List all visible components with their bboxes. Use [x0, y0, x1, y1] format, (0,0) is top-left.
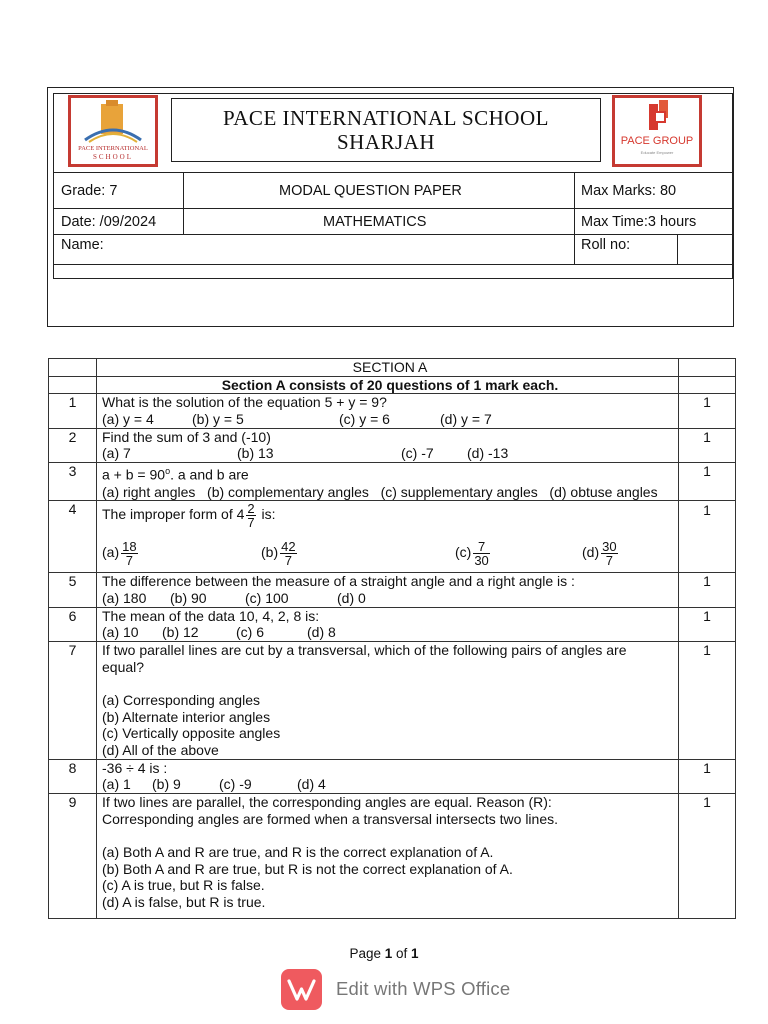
question-mark: 1	[679, 759, 736, 794]
option-c: (c) 6	[236, 624, 264, 641]
option-d: (d) A is false, but R is true.	[102, 893, 266, 910]
date-label: Date: /09/2024	[61, 214, 157, 230]
option-b	[261, 540, 299, 567]
school-city: SHARJAH	[336, 130, 436, 154]
question-mark: 1	[679, 607, 736, 642]
question-mark: 1	[679, 394, 736, 429]
divider	[53, 234, 733, 235]
current-page: 1	[384, 946, 393, 961]
table-row	[49, 607, 736, 642]
question-mark: 1	[679, 428, 736, 463]
paper-title: MODAL QUESTION PAPER	[279, 183, 462, 199]
logo-text-2: SCHOOL	[92, 153, 134, 161]
divider	[53, 172, 733, 173]
option-b: (b) 13	[237, 445, 274, 462]
question-text-part: a + b = 90	[102, 467, 166, 484]
question-text: The mean of the data 10, 4, 2, 8 is:	[102, 607, 320, 624]
divider	[183, 172, 184, 234]
option-c: (c) A is true, but R is false.	[102, 877, 265, 894]
school-name: PACE INTERNATIONAL SCHOOL	[223, 106, 549, 130]
divider	[677, 234, 678, 264]
group-logo-icon	[615, 98, 699, 164]
option-d: (d) 8	[307, 624, 336, 641]
question-cell	[97, 573, 679, 608]
question-number: 2	[49, 428, 97, 463]
table-row	[49, 573, 736, 608]
table-row	[49, 394, 736, 429]
question-cell	[97, 794, 679, 919]
option-d: (d) y = 7	[440, 410, 492, 427]
school-logo	[68, 95, 158, 167]
question-cell	[97, 501, 679, 573]
question-cell	[97, 428, 679, 463]
page-number	[0, 946, 768, 961]
grade-label: Grade: 7	[61, 183, 118, 199]
option-a: (a) Both A and R are true, and R is the correct explanation of A.	[102, 843, 494, 860]
question-text: If two lines are parallel, the corresponding angles are equal. Reason (R):	[102, 794, 552, 811]
question-cell	[97, 394, 679, 429]
option-d: (d) 0	[337, 589, 366, 606]
fraction-numerator: 7	[473, 540, 489, 554]
question-text	[102, 463, 678, 483]
option-d: (d) -13	[467, 445, 509, 462]
roll-label: Roll no:	[581, 237, 631, 253]
fraction-denominator: 30	[474, 553, 489, 569]
question-text: What is the solution of the equation 5 + y = 9?	[102, 394, 387, 411]
question-mark: 1	[679, 463, 736, 501]
option-c: (c) -9	[219, 776, 252, 793]
question-text: -36 ÷ 4 is :	[102, 759, 168, 776]
question-text-part: The improper form of 4	[102, 506, 245, 523]
fraction-options	[102, 538, 678, 572]
divider	[53, 264, 733, 265]
section-title: SECTION A	[97, 359, 679, 377]
logo-text-1: PACE INTERNATIONAL	[78, 145, 148, 152]
max-marks: Max Marks: 80	[581, 183, 677, 199]
question-text: If two parallel lines are cut by a transversal, which of the following pairs of angles are equal?	[102, 642, 627, 675]
fraction-denominator: 7	[247, 515, 255, 531]
option-c: (c) 100	[245, 589, 289, 606]
question-text: The difference between the measure of a straight angle and a right angle is :	[102, 573, 575, 590]
option-a: (a) y = 4	[102, 410, 154, 427]
option-d: (d) 4	[297, 776, 326, 793]
fraction-denominator: 7	[125, 553, 133, 569]
option-label: (b)	[261, 544, 279, 561]
section-title-row	[49, 359, 736, 377]
option-d: (d) All of the above	[102, 741, 219, 758]
option-a: (a) 180	[102, 589, 147, 606]
question-number: 9	[49, 794, 97, 919]
question-text-part: . a and b are	[170, 467, 249, 484]
question-number: 7	[49, 642, 97, 759]
option-b: (b) 12	[162, 624, 199, 641]
table-row	[49, 794, 736, 919]
wps-edit-link[interactable]: Edit with WPS Office	[336, 978, 511, 999]
mixed-fraction	[246, 502, 255, 529]
option-b: (b) Alternate interior angles	[102, 708, 271, 725]
option-label: (a)	[102, 544, 120, 561]
subject-label: MATHEMATICS	[323, 214, 427, 230]
divider	[53, 208, 733, 209]
option-d	[582, 540, 620, 567]
question-number: 5	[49, 573, 97, 608]
school-logo-icon	[71, 98, 155, 164]
option-c: (c) -7	[401, 445, 434, 462]
max-time: Max Time:3 hours	[581, 214, 697, 230]
question-text: Corresponding angles are formed when a transversal intersects two lines.	[102, 810, 559, 827]
question-number: 1	[49, 394, 97, 429]
group-logo-sub: Educate Empower	[640, 150, 674, 155]
question-mark: 1	[679, 573, 736, 608]
question-cell	[97, 759, 679, 794]
question-cell	[97, 463, 679, 501]
section-subtitle-row	[49, 376, 736, 394]
option-a	[102, 540, 140, 567]
option-c: (c) y = 6	[339, 410, 390, 427]
option-a: (a) 10	[102, 624, 139, 641]
divider	[574, 172, 575, 264]
group-logo	[612, 95, 702, 167]
name-label: Name:	[61, 237, 104, 253]
question-text-part: is:	[257, 506, 276, 523]
section-subtitle: Section A consists of 20 questions of 1 mark each.	[97, 376, 679, 394]
fraction-numerator: 2	[247, 501, 255, 517]
school-name-box	[171, 98, 601, 162]
page-prefix: Page	[349, 946, 381, 961]
question-number: 8	[49, 759, 97, 794]
option-a: (a) Corresponding angles	[102, 692, 260, 709]
question-text: Find the sum of 3 and (-10)	[102, 428, 271, 445]
option-label: (d)	[582, 544, 600, 561]
total-pages: 1	[411, 946, 419, 961]
question-number: 3	[49, 463, 97, 501]
option-a: (a) 7	[102, 445, 131, 462]
fraction-numerator: 42	[281, 539, 296, 555]
question-mark: 1	[679, 501, 736, 573]
table-row	[49, 759, 736, 794]
question-options: (a) right angles (b) complementary angles (c) supplementary angles (d) obtuse angles	[102, 483, 658, 500]
fraction-denominator: 7	[605, 553, 613, 569]
option-c: (c) Vertically opposite angles	[102, 725, 281, 742]
option-b: (b) 9	[152, 776, 181, 793]
option-label: (c)	[455, 544, 472, 561]
question-mark: 1	[679, 794, 736, 919]
fraction-denominator: 7	[284, 553, 292, 569]
question-number: 4	[49, 501, 97, 573]
question-cell	[97, 607, 679, 642]
option-b: (b) Both A and R are true, but R is not the correct explanation of A.	[102, 860, 513, 877]
table-row	[49, 501, 736, 573]
wps-logo[interactable]	[281, 969, 322, 1010]
wps-icon	[281, 969, 322, 1010]
table-row	[49, 428, 736, 463]
option-b: (b) y = 5	[192, 410, 244, 427]
group-logo-text: PACE GROUP	[620, 135, 694, 147]
option-b: (b) 90	[170, 589, 207, 606]
option-a: (a) 1	[102, 776, 131, 793]
question-table	[48, 358, 736, 919]
table-row	[49, 463, 736, 501]
question-mark: 1	[679, 642, 736, 759]
question-number: 6	[49, 607, 97, 642]
question-cell	[97, 642, 679, 759]
fraction-numerator: 18	[122, 539, 137, 555]
degree-symbol: o	[165, 466, 171, 477]
option-c	[455, 540, 492, 567]
fraction-numerator: 30	[602, 539, 617, 555]
page-of: of	[396, 946, 408, 961]
table-row	[49, 642, 736, 759]
